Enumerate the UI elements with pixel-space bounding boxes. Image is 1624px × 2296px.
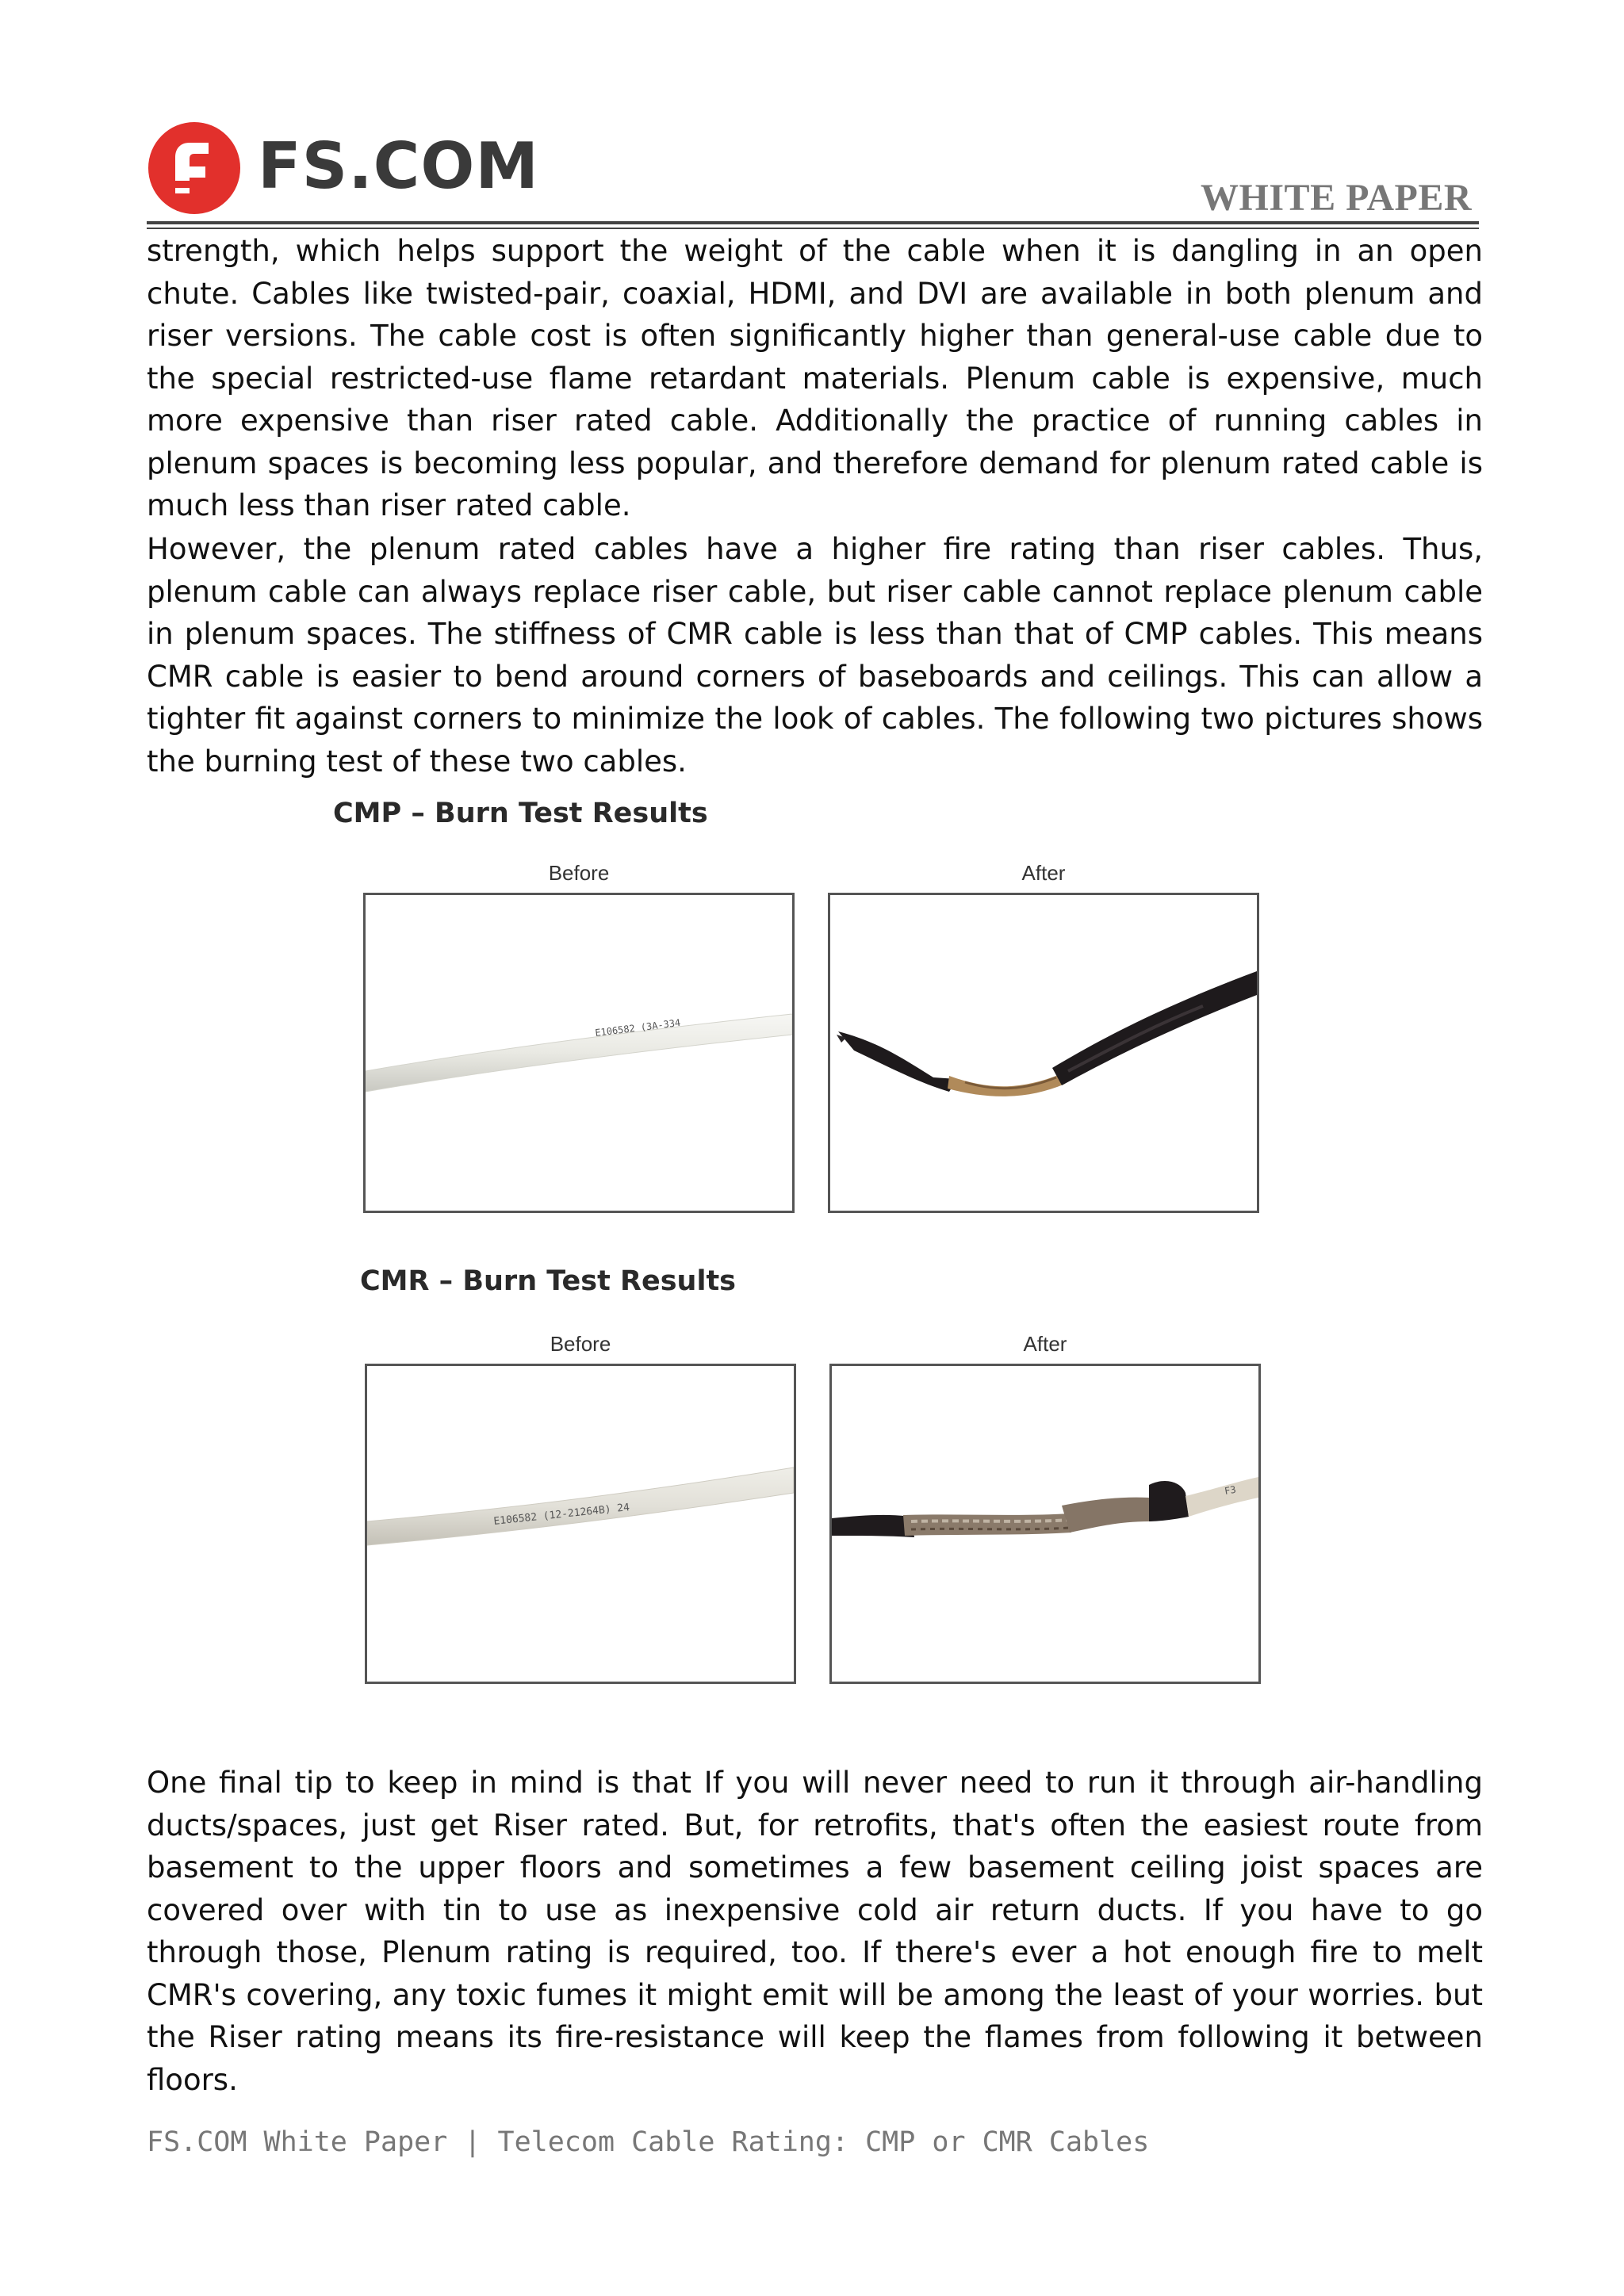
paragraph-final-tip: One final tip to keep in mind is that If you will never need to run it through air-handling ducts/spaces, just get Riser rated. But, for retrofits, that's often the easiest route from basement to the upper floors and sometimes a few basement ceiling joist spaces are covered over with tin to use as inexpensive cold air return ducts. If you have to go through those, Plenum rating is required, too. If there's ever a hot enough fire to melt CMR's covering, any toxic fumes it might emit will be among the least of your worries. but the Riser rating means its fire-resistance will keep the flames from following it between floors. xyxy=(147,1766,1483,2097)
brand-name: FS.COM xyxy=(258,129,539,203)
paragraph-fire-rating: However, the plenum rated cables have a higher fire rating than riser cables. Thus, plenum cable can always replace riser cable, but riser cable cannot replace plenum cable in plenum spaces. The stiffness of CMR cable is less than that of CMP cables. This means CMR cable is easier to bend around corners of baseboards and ceilings. This can allow a tighter fit against corners to minimize the look of cables. The following two pictures shows the burning test of these two cables. xyxy=(147,532,1483,779)
cmr-before-cable-image xyxy=(367,1366,794,1682)
cmr-before-caption: Before xyxy=(550,1332,611,1356)
cmr-before-photo xyxy=(365,1364,796,1684)
cmp-figure-title: CMP – Burn Test Results xyxy=(333,798,708,829)
cmr-after-cable-image xyxy=(832,1366,1258,1682)
cmr-after-photo xyxy=(829,1364,1261,1684)
document-type: WHITE PAPER xyxy=(1201,177,1472,219)
cmr-cable-print: E106582 (12-21264B) 24 xyxy=(492,1502,630,1528)
cmp-cable-print: E106582 (3A-334 xyxy=(594,1016,681,1039)
header-divider-thin xyxy=(147,228,1479,229)
cmp-before-cable-image xyxy=(366,895,792,1211)
cmp-before-caption: Before xyxy=(548,861,610,885)
cmr-after-cable-print: F3 xyxy=(1224,1483,1237,1497)
header-divider xyxy=(147,221,1479,224)
cmp-after-cable-image xyxy=(830,895,1257,1211)
cmp-before-photo xyxy=(363,893,795,1213)
paragraph-plenum-cost: strength, which helps support the weight of the cable when it is dangling in an open chute. Cables like twisted-pair, coaxial, HDMI, and DVI are available in both plenum and riser versions. The cable cost is often significantly higher than general-use cable due to the special restricted-use flame retardant materials. Plenum cable is expensive, much more expensive than riser rated cable. Additionally the practice of running cables in plenum spaces is becoming less popular, and therefore demand for plenum rated cable is much less than riser rated cable. xyxy=(147,234,1483,522)
cmp-after-caption: After xyxy=(1021,861,1066,885)
cmr-after-caption: After xyxy=(1023,1332,1067,1356)
fs-logo-icon xyxy=(147,121,242,216)
cmr-figure-title: CMR – Burn Test Results xyxy=(360,1265,737,1297)
cmp-after-photo xyxy=(828,893,1259,1213)
page-footer: FS.COM White Paper | Telecom Cable Rating: CMP or CMR Cables xyxy=(147,2126,1150,2158)
